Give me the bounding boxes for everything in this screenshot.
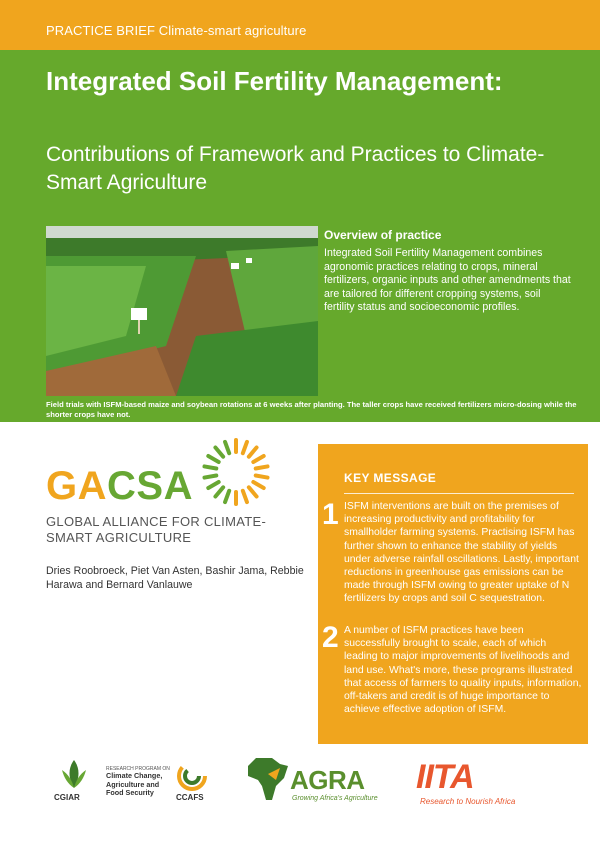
authors: Dries Roobroeck, Piet Van Asten, Bashir Jama, Rebbie Harawa and Bernard Vanlauwe [46,565,304,591]
divider [344,493,574,494]
key-message-text-1: ISFM interventions are built on the premises of increasing productivity and profitability for smallholder farming systems. Practising ISFM has further shown to enhance the stability of yields under adverse rainfall oscillations. Lastly, important reductions in greenhouse gas emissions can be made through ISFM owing to greater uptake of N fertilizers by crops and soil C sequestration. [344,501,579,605]
ccafs-program-label: RESEARCH PROGRAM ON [106,766,170,772]
iita-tagline: Research to Nourish Africa [420,797,516,806]
cgiar-leaf-icon [58,758,90,797]
key-message-number-2: 2 [322,621,339,654]
agra-wordmark: AGRA [290,765,365,795]
photo-caption: Field trials with ISFM-based maize and soybean rotations at 6 weeks after planting. The taller crops have received fertilizers micro-dosing while the shorter crops have not. [46,400,577,419]
page-subtitle: Contributions of Framework and Practices to Climate-Smart Agriculture [46,143,545,194]
cgiar-label: CGIAR [54,793,80,802]
gacsa-wordmark [46,464,193,509]
key-message-heading: KEY MESSAGE [344,471,437,485]
overview-text: Integrated Soil Fertility Management combines agronomic practices relating to crops, mineral fertilizers, organic inputs and other amendments that are tailored for different cropping systems, soil fertility status and socioeconomic profiles. [324,247,571,313]
iita-wordmark: IITA [416,758,474,796]
agra-tagline: Growing Africa's Agriculture [292,795,378,802]
gacsa-ga: GA [46,464,107,508]
ccafs-full-name: Climate Change, Agriculture and Food Security [106,771,163,798]
africa-map-icon [246,756,290,807]
practice-brief-label: PRACTICE BRIEF Climate-smart agriculture [46,23,307,38]
sunburst-icon [202,438,270,506]
top-banner [0,0,600,50]
key-message-text-2: A number of ISFM practices have been successfully brought to scale, each of which leading to major improvements of livelihoods and land use. What's more, these programs illustrated that access of farmers to quality inputs, information, off-takers and credit is of huge importance to achieve effective adoption of ISFM. [344,625,582,716]
ccafs-swirl-icon [176,760,208,797]
alliance-name: GLOBAL ALLIANCE FOR CLIMATE-SMART AGRICULTURE [46,514,267,545]
field-trial-photo [46,226,318,396]
overview-heading: Overview of practice [324,228,442,242]
gacsa-csa: CSA [107,464,193,508]
page-title: Integrated Soil Fertility Management: [46,66,503,96]
key-message-number-1: 1 [322,498,339,531]
ccafs-label: CCAFS [176,793,204,802]
